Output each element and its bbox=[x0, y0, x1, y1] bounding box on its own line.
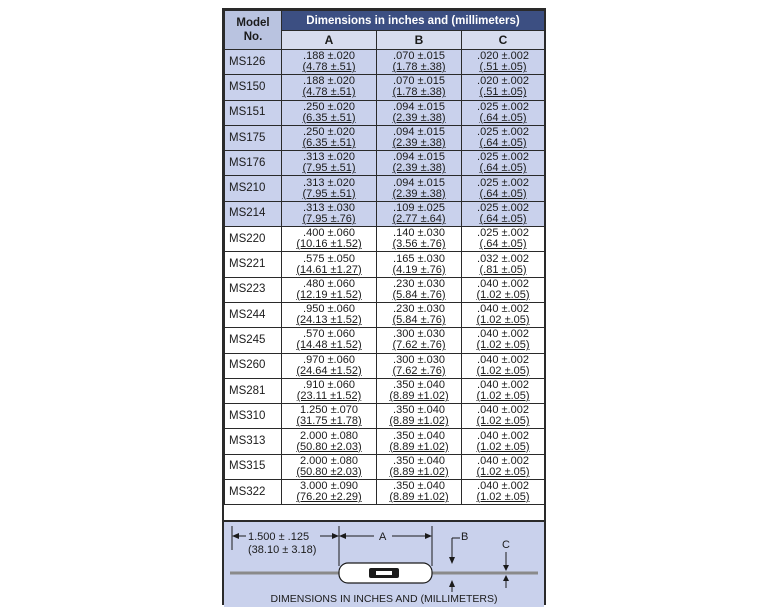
dimension-b-inches: .350 ±.040 bbox=[393, 379, 445, 391]
dimension-b-mm: (5.84 ±.76) bbox=[392, 288, 446, 301]
table-row bbox=[225, 328, 545, 353]
dimension-b-inches: .070 ±.015 bbox=[393, 50, 445, 63]
dimension-b-inches: .070 ±.015 bbox=[393, 75, 445, 88]
dimension-b-inches: .094 ±.015 bbox=[393, 126, 445, 139]
dimension-b-mm: (5.84 ±.76) bbox=[392, 314, 446, 327]
dimension-c-cell bbox=[462, 404, 545, 429]
dimension-b-mm: (8.89 ±1.02) bbox=[389, 415, 449, 428]
dimension-b-inches: .094 ±.015 bbox=[393, 100, 445, 113]
dimension-b-cell bbox=[377, 201, 462, 226]
lead-arrow-right bbox=[332, 533, 339, 539]
table-row bbox=[225, 378, 545, 403]
dimension-c-mm: (1.02 ±.05) bbox=[476, 415, 530, 428]
model-cell: MS315 bbox=[225, 454, 282, 479]
dimension-a-inches: .480 ±.060 bbox=[303, 277, 355, 290]
dimension-c-inches: .020 ±.002 bbox=[477, 75, 529, 88]
dimension-a-inches: .250 ±.020 bbox=[303, 100, 355, 113]
resistor-marking-inner bbox=[376, 571, 392, 575]
dimension-c-cell bbox=[462, 75, 545, 100]
lead-length-mm-label: (38.10 ± 3.18) bbox=[248, 544, 317, 556]
model-header-line2: No. bbox=[243, 31, 263, 43]
table-row bbox=[225, 353, 545, 378]
dimension-c-cell bbox=[462, 201, 545, 226]
dimension-b-cell bbox=[377, 378, 462, 403]
dimension-a-cell bbox=[282, 480, 377, 505]
dimension-a-inches: .313 ±.020 bbox=[303, 151, 355, 164]
dimension-b-inches: .350 ±.040 bbox=[393, 454, 445, 467]
dimension-c-inches: .040 ±.002 bbox=[477, 303, 529, 316]
dimension-b-cell bbox=[377, 328, 462, 353]
dimension-c-mm: (.64 ±.05) bbox=[479, 187, 527, 200]
dimension-c-cell bbox=[462, 176, 545, 201]
a-arrow-right bbox=[425, 533, 432, 539]
dimension-c-inches: .040 ±.002 bbox=[477, 454, 529, 467]
model-cell: MS126 bbox=[225, 50, 282, 75]
dimension-c-mm: (.51 ±.05) bbox=[479, 86, 527, 99]
dimension-c-cell bbox=[462, 252, 545, 277]
dimension-c-inches: .040 ±.002 bbox=[477, 429, 529, 442]
dimension-b-cell bbox=[377, 227, 462, 252]
model-cell: MS281 bbox=[225, 378, 282, 403]
dimension-b-inches: .230 ±.030 bbox=[393, 277, 445, 290]
dimension-b-inches: .300 ±.030 bbox=[393, 353, 445, 366]
dimension-c-cell bbox=[462, 277, 545, 302]
dimension-a-inches: .313 ±.020 bbox=[303, 176, 355, 189]
dimension-c-mm: (1.02 ±.05) bbox=[476, 339, 530, 352]
dimension-b-cell bbox=[377, 302, 462, 327]
dimension-c-inches: .040 ±.002 bbox=[477, 277, 529, 290]
dimension-a-cell bbox=[282, 75, 377, 100]
dimension-c-inches: .025 ±.002 bbox=[477, 151, 529, 164]
dimension-c-cell bbox=[462, 151, 545, 176]
dimension-a-cell bbox=[282, 429, 377, 454]
diagram-caption: DIMENSIONS IN INCHES AND (MILLIMETERS) bbox=[270, 593, 498, 605]
dimension-c-inches: .040 ±.002 bbox=[477, 480, 529, 493]
table-row bbox=[225, 75, 545, 100]
dimension-a-mm: (24.13 ±1.52) bbox=[296, 314, 362, 327]
dimension-b-cell bbox=[377, 125, 462, 150]
table-row bbox=[225, 404, 545, 429]
dimension-a-mm: (6.35 ±.51) bbox=[302, 111, 356, 124]
resistor-diagram bbox=[224, 520, 544, 607]
table-row bbox=[225, 454, 545, 479]
dimension-a-mm: (24.64 ±1.52) bbox=[296, 364, 362, 377]
dimension-a-cell bbox=[282, 404, 377, 429]
dimension-b-cell bbox=[377, 176, 462, 201]
dimension-c-cell bbox=[462, 328, 545, 353]
dimension-b-cell bbox=[377, 480, 462, 505]
dimension-a-cell bbox=[282, 151, 377, 176]
dimension-b-mm: (2.39 ±.38) bbox=[392, 111, 446, 124]
dimensions-header: Dimensions in inches and (millimeters) bbox=[282, 11, 545, 31]
dimension-b-mm: (7.62 ±.76) bbox=[392, 364, 446, 377]
dimension-b-inches: .140 ±.030 bbox=[393, 227, 445, 240]
table-row bbox=[225, 151, 545, 176]
dimension-a-cell bbox=[282, 328, 377, 353]
dimension-c-cell bbox=[462, 429, 545, 454]
dimension-c-mm: (.64 ±.05) bbox=[479, 111, 527, 124]
col-header-b: B bbox=[377, 31, 462, 50]
dimension-a-inches: 2.000 ±.080 bbox=[299, 454, 359, 467]
dimension-b-cell bbox=[377, 454, 462, 479]
dimension-b-inches: .094 ±.015 bbox=[393, 176, 445, 189]
dimension-a-cell bbox=[282, 302, 377, 327]
dimension-c-mm: (1.02 ±.05) bbox=[476, 364, 530, 377]
dimension-b-inches: .350 ±.040 bbox=[393, 429, 445, 442]
dimension-b-cell bbox=[377, 353, 462, 378]
c-arrow-top bbox=[503, 565, 509, 571]
dimension-b-cell bbox=[377, 277, 462, 302]
model-cell: MS150 bbox=[225, 75, 282, 100]
dimension-c-inches: .025 ±.002 bbox=[477, 227, 529, 240]
dimension-a-mm: (14.48 ±1.52) bbox=[296, 339, 362, 352]
dimension-c-cell bbox=[462, 50, 545, 75]
model-cell: MS310 bbox=[225, 404, 282, 429]
dimension-a-inches: .570 ±.060 bbox=[303, 328, 355, 341]
dimension-a-mm: (12.19 ±1.52) bbox=[296, 288, 362, 301]
dimension-a-cell bbox=[282, 252, 377, 277]
col-header-a: A bbox=[282, 31, 377, 50]
dimension-b-mm: (3.56 ±.76) bbox=[392, 238, 446, 251]
model-cell: MS214 bbox=[225, 201, 282, 226]
c-arrow-bottom bbox=[503, 575, 509, 581]
a-arrow-left bbox=[339, 533, 346, 539]
dimension-b-cell bbox=[377, 151, 462, 176]
dimension-c-mm: (.81 ±.05) bbox=[479, 263, 527, 276]
diagram-svg bbox=[224, 522, 544, 607]
b-arrow-bottom bbox=[449, 580, 455, 587]
dimension-c-mm: (.64 ±.05) bbox=[479, 212, 527, 225]
dimension-c-inches: .040 ±.002 bbox=[477, 353, 529, 366]
dimension-a-inches: .250 ±.020 bbox=[303, 126, 355, 139]
dimension-c-inches: .040 ±.002 bbox=[477, 379, 529, 391]
dimension-b-cell bbox=[377, 100, 462, 125]
dimension-a-inches: 3.000 ±.090 bbox=[299, 480, 359, 493]
dimension-c-cell bbox=[462, 353, 545, 378]
dimension-a-mm: (50.80 ±2.03) bbox=[296, 440, 362, 453]
dimension-c-mm: (.64 ±.05) bbox=[479, 162, 527, 175]
dimensions-table bbox=[224, 10, 545, 505]
dimension-a-inches: .970 ±.060 bbox=[303, 353, 355, 366]
dimension-a-mm: (76.20 ±2.29) bbox=[296, 491, 362, 504]
dimension-sheet bbox=[222, 8, 546, 605]
table-row bbox=[225, 176, 545, 201]
dimension-c-mm: (1.02 ±.05) bbox=[476, 314, 530, 327]
dimension-b-cell bbox=[377, 404, 462, 429]
dimension-b-mm: (2.39 ±.38) bbox=[392, 162, 446, 175]
dimension-a-cell bbox=[282, 227, 377, 252]
dimension-a-mm: (7.95 ±.76) bbox=[302, 212, 356, 225]
dimension-b-mm: (8.89 ±1.02) bbox=[389, 491, 449, 504]
table-row bbox=[225, 125, 545, 150]
b-arrow-top bbox=[449, 557, 455, 564]
table-row bbox=[225, 277, 545, 302]
table-body bbox=[225, 50, 545, 505]
table-row bbox=[225, 227, 545, 252]
dimension-b-mm: (4.19 ±.76) bbox=[392, 263, 446, 276]
dimension-c-cell bbox=[462, 480, 545, 505]
dimension-a-mm: (6.35 ±.51) bbox=[302, 137, 356, 150]
table-row bbox=[225, 100, 545, 125]
dimension-a-inches: .400 ±.060 bbox=[303, 227, 355, 240]
dimension-b-mm: (1.78 ±.38) bbox=[392, 61, 446, 74]
dimension-b-mm: (8.89 ±1.02) bbox=[389, 465, 449, 478]
dimension-b-mm: (1.78 ±.38) bbox=[392, 86, 446, 99]
model-cell: MS175 bbox=[225, 125, 282, 150]
dimension-a-inches: .188 ±.020 bbox=[303, 75, 355, 88]
dimension-a-inches: .575 ±.050 bbox=[303, 252, 355, 265]
dimension-c-mm: (1.02 ±.05) bbox=[476, 440, 530, 453]
dimension-c-inches: .025 ±.002 bbox=[477, 176, 529, 189]
dimension-b-mm: (8.89 ±1.02) bbox=[389, 390, 449, 402]
dimension-a-mm: (7.95 ±.51) bbox=[302, 187, 356, 200]
model-cell: MS176 bbox=[225, 151, 282, 176]
table-row bbox=[225, 252, 545, 277]
model-cell: MS221 bbox=[225, 252, 282, 277]
dimension-c-inches: .025 ±.002 bbox=[477, 201, 529, 214]
dimension-a-inches: 2.000 ±.080 bbox=[299, 429, 359, 442]
dimension-a-mm: (31.75 ±1.78) bbox=[296, 415, 362, 428]
a-label: A bbox=[379, 531, 387, 543]
dimension-c-inches: .040 ±.002 bbox=[477, 404, 529, 417]
dimension-a-mm: (50.80 ±2.03) bbox=[296, 465, 362, 478]
dimension-b-mm: (8.89 ±1.02) bbox=[389, 440, 449, 453]
dimension-c-inches: .025 ±.002 bbox=[477, 100, 529, 113]
model-cell: MS260 bbox=[225, 353, 282, 378]
dimension-a-inches: .188 ±.020 bbox=[303, 50, 355, 63]
dimension-b-inches: .165 ±.030 bbox=[393, 252, 445, 265]
dimension-c-mm: (.64 ±.05) bbox=[479, 238, 527, 251]
dimension-a-cell bbox=[282, 454, 377, 479]
dimension-b-inches: .230 ±.030 bbox=[393, 303, 445, 316]
dimension-c-cell bbox=[462, 227, 545, 252]
dimension-c-mm: (.64 ±.05) bbox=[479, 137, 527, 150]
dimension-c-cell bbox=[462, 378, 545, 403]
dimension-b-inches: .109 ±.025 bbox=[393, 201, 445, 214]
dimension-b-cell bbox=[377, 50, 462, 75]
dimension-c-mm: (.51 ±.05) bbox=[479, 61, 527, 74]
model-cell: MS151 bbox=[225, 100, 282, 125]
model-header bbox=[225, 11, 282, 50]
dimension-b-inches: .300 ±.030 bbox=[393, 328, 445, 341]
dimension-a-cell bbox=[282, 378, 377, 403]
dimension-a-cell bbox=[282, 277, 377, 302]
table-row bbox=[225, 302, 545, 327]
dimension-b-inches: .094 ±.015 bbox=[393, 151, 445, 164]
dimension-b-mm: (7.62 ±.76) bbox=[392, 339, 446, 352]
dimension-a-cell bbox=[282, 176, 377, 201]
dimension-c-inches: .025 ±.002 bbox=[477, 126, 529, 139]
model-cell: MS245 bbox=[225, 328, 282, 353]
dimension-a-cell bbox=[282, 100, 377, 125]
dimension-b-mm: (2.39 ±.38) bbox=[392, 187, 446, 200]
table-row bbox=[225, 50, 545, 75]
dimension-a-mm: (23.11 ±1.52) bbox=[296, 390, 362, 402]
lead-arrow-left bbox=[232, 533, 239, 539]
model-cell: MS313 bbox=[225, 429, 282, 454]
dimension-a-inches: .910 ±.060 bbox=[303, 379, 355, 391]
table-row bbox=[225, 201, 545, 226]
dimension-c-inches: .032 ±.002 bbox=[477, 252, 529, 265]
dimension-a-inches: .313 ±.030 bbox=[303, 201, 355, 214]
dimension-c-cell bbox=[462, 302, 545, 327]
dimension-a-inches: .950 ±.060 bbox=[303, 303, 355, 316]
dimension-b-cell bbox=[377, 252, 462, 277]
dimension-c-cell bbox=[462, 100, 545, 125]
dimension-a-cell bbox=[282, 353, 377, 378]
dimension-a-cell bbox=[282, 201, 377, 226]
model-cell: MS210 bbox=[225, 176, 282, 201]
dimension-a-mm: (14.61 ±1.27) bbox=[296, 263, 362, 276]
dimension-b-mm: (2.77 ±.64) bbox=[392, 212, 446, 225]
dimension-b-inches: .350 ±.040 bbox=[393, 480, 445, 493]
dimension-a-cell bbox=[282, 50, 377, 75]
table-row bbox=[225, 480, 545, 505]
dimension-b-inches: .350 ±.040 bbox=[393, 404, 445, 417]
dimension-a-cell bbox=[282, 125, 377, 150]
model-cell: MS220 bbox=[225, 227, 282, 252]
dimension-b-cell bbox=[377, 429, 462, 454]
dimension-b-mm: (2.39 ±.38) bbox=[392, 137, 446, 150]
dimension-a-inches: 1.250 ±.070 bbox=[299, 404, 359, 417]
dimension-b-cell bbox=[377, 75, 462, 100]
model-cell: MS322 bbox=[225, 480, 282, 505]
lead-length-label: 1.500 ± .125 bbox=[248, 531, 310, 543]
dimension-a-mm: (7.95 ±.51) bbox=[302, 162, 356, 175]
dimension-c-mm: (1.02 ±.05) bbox=[476, 465, 530, 478]
model-cell: MS223 bbox=[225, 277, 282, 302]
dimension-a-mm: (4.78 ±.51) bbox=[302, 86, 356, 99]
dimension-c-inches: .020 ±.002 bbox=[477, 50, 529, 63]
table-row bbox=[225, 429, 545, 454]
model-header-line1: Model bbox=[236, 17, 270, 29]
dimension-c-cell bbox=[462, 125, 545, 150]
col-header-c: C bbox=[462, 31, 545, 50]
dimension-c-mm: (1.02 ±.05) bbox=[476, 491, 530, 504]
c-label: C bbox=[502, 539, 510, 551]
dimension-c-inches: .040 ±.002 bbox=[477, 328, 529, 341]
model-cell: MS244 bbox=[225, 302, 282, 327]
b-label: B bbox=[461, 531, 469, 543]
dimension-c-mm: (1.02 ±.05) bbox=[476, 390, 530, 402]
dimension-a-mm: (10.16 ±1.52) bbox=[296, 238, 362, 251]
dimension-a-mm: (4.78 ±.51) bbox=[302, 61, 356, 74]
dimension-c-mm: (1.02 ±.05) bbox=[476, 288, 530, 301]
dimension-c-cell bbox=[462, 454, 545, 479]
